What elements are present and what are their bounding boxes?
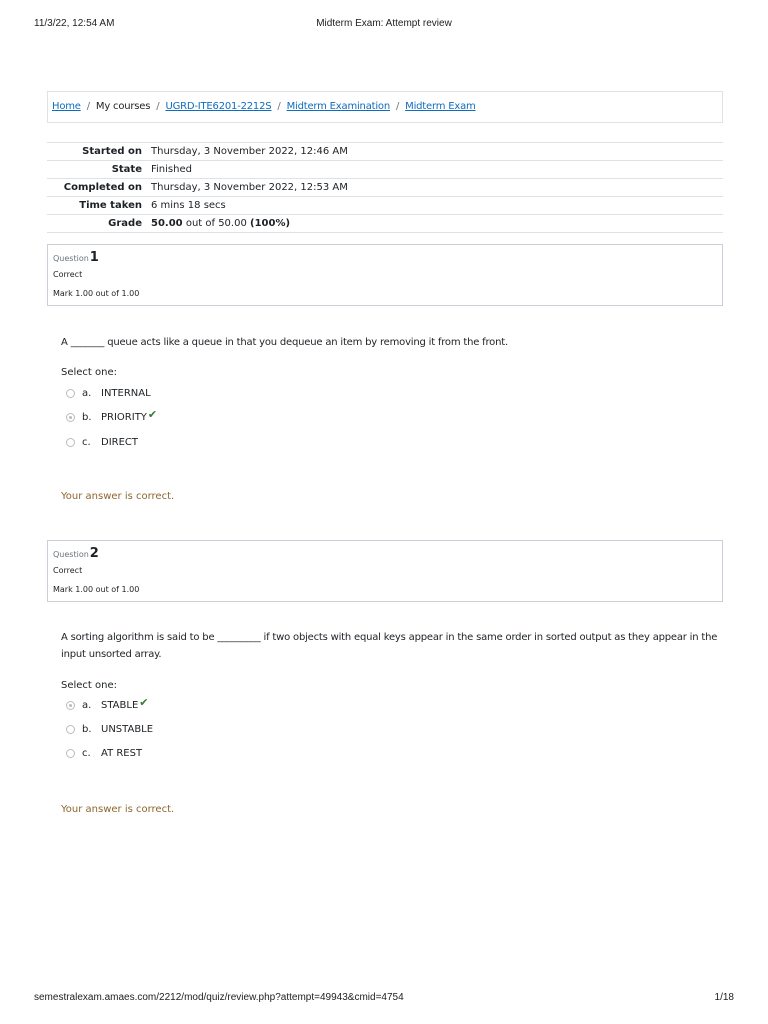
summary-row-completed (47, 179, 723, 197)
radio-button-icon[interactable] (66, 389, 75, 398)
print-page-title: Midterm Exam: Attempt review (316, 18, 452, 29)
answer-option-b[interactable] (66, 722, 153, 736)
answer-feedback: Your answer is correct. (61, 804, 175, 815)
option-text: STABLE (101, 699, 139, 711)
summary-value: Finished (151, 164, 192, 175)
question-mark: Mark 1.00 out of 1.00 (53, 585, 140, 594)
summary-label: Completed on (63, 182, 142, 193)
option-letter: a. (82, 699, 92, 711)
summary-value (149, 215, 723, 233)
answer-option-c[interactable] (66, 746, 142, 760)
radio-button-icon[interactable] (66, 725, 75, 734)
question-info-box (47, 540, 723, 602)
option-letter: b. (82, 723, 92, 735)
question-number: Question1 (53, 250, 99, 265)
question-state: Correct (53, 270, 83, 279)
question-number: Question2 (53, 546, 99, 561)
question-info-box (47, 244, 723, 306)
breadcrumb-separator: / (156, 101, 160, 112)
summary-label: Grade (108, 218, 142, 229)
breadcrumb (52, 101, 476, 112)
check-icon: ✔ (147, 407, 158, 421)
grade-out-of: out of 50.00 (182, 218, 250, 229)
answer-feedback: Your answer is correct. (61, 491, 175, 502)
question-text: A _______ queue acts like a queue in that you dequeue an item by removing it from the front. (61, 337, 508, 348)
option-text: PRIORITY (101, 411, 147, 423)
breadcrumb-separator: / (395, 101, 400, 112)
option-text: DIRECT (101, 436, 139, 448)
option-letter: c. (82, 436, 91, 448)
grade-percent: (100%) (250, 218, 291, 229)
print-url: semestralexam.amaes.com/2212/mod/quiz/review.php?attempt=49943&cmid=4754 (34, 992, 404, 1003)
select-one-label: Select one: (61, 680, 118, 691)
radio-button-icon[interactable] (66, 438, 75, 447)
summary-value: Thursday, 3 November 2022, 12:53 AM (151, 182, 348, 193)
summary-value: Thursday, 3 November 2022, 12:46 AM (151, 146, 348, 157)
option-letter: c. (82, 747, 91, 759)
summary-value: 6 mins 18 secs (151, 200, 226, 211)
option-text: UNSTABLE (101, 723, 154, 735)
breadcrumb-bar (47, 91, 723, 123)
breadcrumb-separator: / (277, 101, 281, 112)
grade-score: 50.00 (151, 218, 183, 229)
breadcrumb-separator: / (86, 101, 90, 112)
breadcrumb-course[interactable]: UGRD-ITE6201-2212S (165, 101, 272, 112)
question-mark: Mark 1.00 out of 1.00 (53, 289, 140, 298)
question-text: A sorting algorithm is said to be _________ if two objects with equal keys appear in the same order in sorted output as they appear in the input unsorted array. (61, 632, 718, 660)
breadcrumb-midterm-exam[interactable]: Midterm Exam (405, 101, 476, 112)
option-letter: b. (82, 411, 92, 423)
summary-label: State (111, 164, 142, 175)
option-letter: a. (82, 387, 92, 399)
answer-option-b[interactable] (66, 407, 158, 424)
answer-option-a[interactable] (66, 695, 149, 712)
answer-option-c[interactable] (66, 435, 138, 449)
option-text: AT REST (101, 747, 143, 759)
summary-row-time-taken (47, 197, 723, 215)
print-header (34, 18, 734, 32)
radio-button-icon[interactable] (66, 701, 75, 710)
breadcrumb-my-courses: My courses (95, 101, 151, 112)
answer-option-a[interactable] (66, 386, 151, 400)
print-datetime: 11/3/22, 12:54 AM (34, 18, 115, 29)
question-state: Correct (53, 566, 83, 575)
summary-row-state (47, 161, 723, 179)
radio-button-icon[interactable] (66, 413, 75, 422)
attempt-summary-table (47, 142, 723, 233)
breadcrumb-home[interactable]: Home (52, 101, 81, 112)
summary-row-grade (47, 215, 723, 233)
check-icon: ✔ (139, 695, 149, 709)
radio-button-icon[interactable] (66, 749, 75, 758)
summary-row-started (47, 143, 723, 161)
summary-label: Started on (82, 146, 142, 157)
select-one-label: Select one: (61, 367, 118, 378)
summary-label: Time taken (79, 200, 142, 211)
print-footer (34, 992, 734, 1006)
option-text: INTERNAL (101, 387, 151, 399)
print-page-number: 1/18 (714, 992, 734, 1003)
breadcrumb-midterm-examination[interactable]: Midterm Examination (286, 101, 390, 112)
